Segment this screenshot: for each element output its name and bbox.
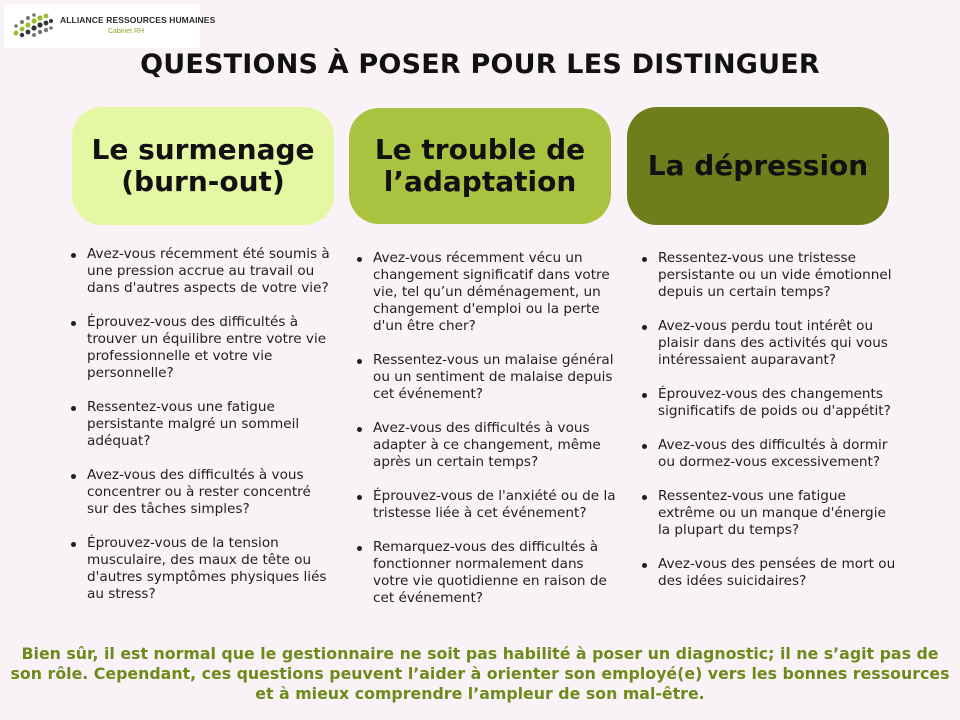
list-item: Avez-vous récemment été soumis à une pression accrue au travail ou dans d'autres aspects de votre vie? xyxy=(68,246,330,297)
depression-questions-list xyxy=(639,250,901,607)
list-item: Avez-vous des difficultés à vous adapter à ce changement, même après un certain temps? xyxy=(354,420,616,471)
list-item: Éprouvez-vous des difficultés à trouver un équilibre entre votre vie professionnelle et votre vie personnelle? xyxy=(68,314,330,382)
list-item: Éprouvez-vous de la tension musculaire, des maux de tête ou d'autres symptômes physiques liés au stress? xyxy=(68,535,330,603)
list-item: Remarquez-vous des difficultés à fonctionner normalement dans votre vie quotidienne en raison de cet événement? xyxy=(354,539,616,607)
heading-burnout-label: Le surmenage (burn-out) xyxy=(91,133,315,198)
company-logo xyxy=(4,4,216,48)
page-title: QUESTIONS À POSER POUR LES DISTINGUER xyxy=(140,49,820,80)
list-item: Éprouvez-vous de l'anxiété ou de la tristesse liée à cet événement? xyxy=(354,488,616,522)
list-item: Avez-vous des difficultés à vous concentrer ou à rester concentré sur des tâches simples? xyxy=(68,467,330,518)
logo-name: ALLIANCE RESSOURCES HUMAINES xyxy=(60,15,216,25)
heading-depression-label: La dépression xyxy=(647,149,869,182)
list-item: Ressentez-vous une fatigue persistante malgré un sommeil adéquat? xyxy=(68,399,330,450)
list-item: Avez-vous récemment vécu un changement significatif dans votre vie, tel qu’un déménagement, un changement d'emploi ou la perte d'un être cher? xyxy=(354,250,616,335)
list-item: Avez-vous des difficultés à dormir ou dormez-vous excessivement? xyxy=(639,437,901,471)
heading-burnout xyxy=(72,107,334,225)
list-item: Ressentez-vous une tristesse persistante ou un vide émotionnel depuis un certain temps? xyxy=(639,250,901,301)
list-item: Ressentez-vous un malaise général ou un sentiment de malaise depuis cet événement? xyxy=(354,352,616,403)
list-item: Avez-vous des pensées de mort ou des idées suicidaires? xyxy=(639,556,901,590)
list-item: Ressentez-vous une fatigue extrême ou un manque d'énergie la plupart du temps? xyxy=(639,488,901,539)
heading-adjustment-disorder xyxy=(349,108,611,224)
heading-depression xyxy=(627,107,889,225)
list-item: Éprouvez-vous des changements significatifs de poids ou d'appétit? xyxy=(639,386,901,420)
logo-subtitle: Cabinet RH xyxy=(107,28,145,35)
list-item: Avez-vous perdu tout intérêt ou plaisir dans des activités qui vous intéressaient auparavant? xyxy=(639,318,901,369)
burnout-questions-list xyxy=(68,246,330,620)
heading-adjustment-disorder-label: Le trouble de l’adaptation xyxy=(374,133,586,198)
footer-note: Bien sûr, il est normal que le gestionnaire ne soit pas habilité à poser un diagnostic; il ne s’agit pas de son rôle. Cependant, ces questions peuvent l’aider à orienter son employé(e) vers les bonnes ressources et à mieux comprendre l’ampleur de son mal-être. xyxy=(10,644,950,703)
dots-logo-icon xyxy=(12,12,54,38)
adjustment-disorder-questions-list xyxy=(354,250,616,624)
